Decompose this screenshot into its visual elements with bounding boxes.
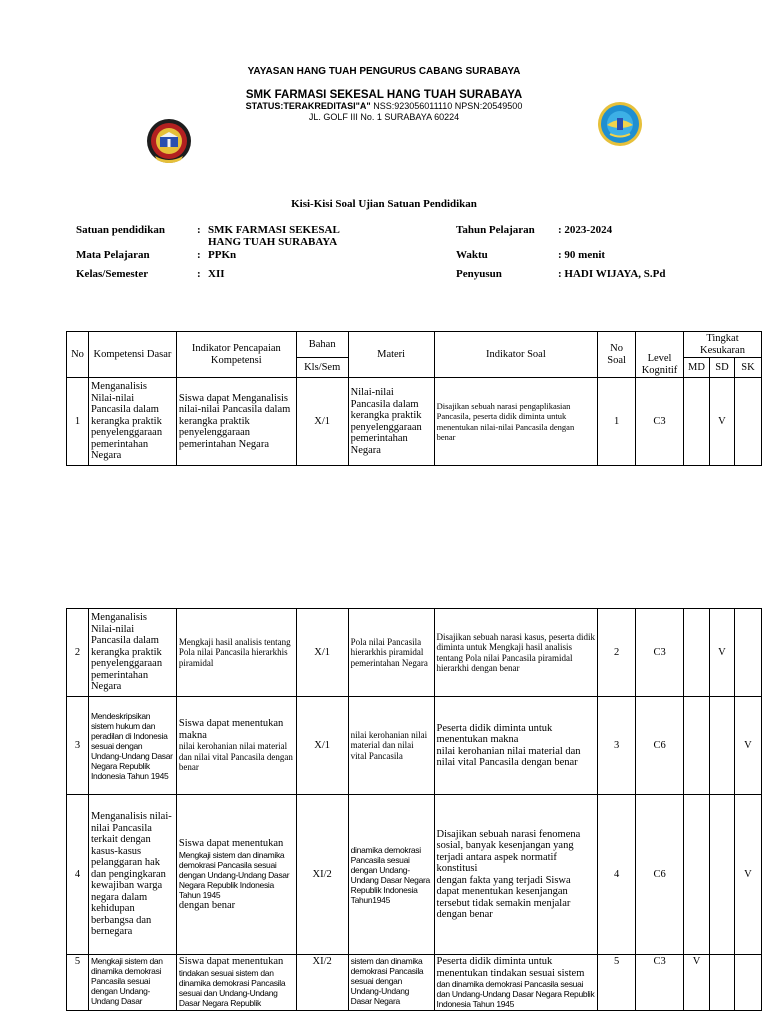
row-ipk <box>176 955 296 1011</box>
status-numbers: NSS:923056011110 NPSN:20549500 <box>370 101 523 111</box>
penyusun-value: : HADI WIJAYA, S.Pd <box>558 268 666 280</box>
row-md: V <box>684 955 710 1011</box>
satuan-label: Satuan pendidikan <box>76 224 165 236</box>
table-row <box>67 697 762 795</box>
row-sk <box>734 378 761 466</box>
penyusun-label: Penyusun <box>456 268 502 280</box>
header-indikator-kompetensi: Indikator Pencapaian Kompetensi <box>176 332 296 378</box>
row-ipk-line-2: Mengkaji sistem dan dinamika demokrasi Pancasila sesuai dengan Undang-Undang Dasar Negara Republik Indonesia Tahun 1945 <box>178 849 290 900</box>
table-header-row <box>67 332 762 358</box>
row-kd: Mendeskripsikan sistem hukum dan peradilan di Indonesia sesuai dengan Undang-Undang Dasar Negara Republik Indonesia Tahun 1945 <box>88 697 176 795</box>
row-materi: Nilai-nilai Pancasila dalam kerangka praktik penyelenggaraan pemerintahan Negara <box>348 378 434 466</box>
row-indikator-line-1: Disajikan sebuah narasi fenomena sosial, banyak kesenjangan yang terjadi antara aspek normatif konstitusi <box>436 828 581 874</box>
row-kls: X/1 <box>296 378 348 466</box>
row-kd: Menganalisis Nilai-nilai Pancasila dalam kerangka praktik penyelenggaraan pemerintahan Negara <box>88 378 176 466</box>
row-ipk-line-2: tindakan sesuai sistem dan dinamika demokrasi Pancasila sesuai dan Undang-Undang Dasar Negara Republik <box>178 967 286 1008</box>
row-indikator-line-1: Peserta didik diminta untuk menentukan makna <box>436 722 553 745</box>
row-materi: sistem dan dinamika demokrasi Pancasila sesuai dengan Undang-Undang Dasar Negara <box>348 955 434 1011</box>
school-name: SMK FARMASI SEKESAL HANG TUAH SURABAYA <box>245 89 523 101</box>
row-no: 2 <box>67 609 89 697</box>
school-address: JL. GOLF III No. 1 SURABAYA 60224 <box>308 112 460 122</box>
header-no-soal: No Soal <box>598 332 636 378</box>
row-materi: dinamika demokrasi Pancasila sesuai dengan Undang-Undang Dasar Negara Republik Indonesia Tahun1945 <box>348 795 434 955</box>
row-level: C6 <box>636 697 684 795</box>
row-no-soal: 3 <box>598 697 636 795</box>
row-level: C3 <box>636 955 684 1011</box>
satuan-value-2: HANG TUAH SURABAYA <box>208 236 338 248</box>
row-sk <box>734 955 761 1011</box>
row-indikator-line-2: dengan fakta yang terjadi Siswa dapat menentukan kesenjangan tersebut tidak semakin menjalar dengan benar <box>436 874 571 920</box>
satuan-colon: : <box>197 224 201 236</box>
row-materi: nilai kerohanian nilai material dan nilai vital Pancasila <box>348 697 434 795</box>
foundation-name: YAYASAN HANG TUAH PENGURUS CABANG SURABAYA <box>247 66 521 77</box>
header-kls-sem: Kls/Sem <box>296 358 348 378</box>
row-kd: Menganalisis nilai-nilai Pancasila terkait dengan kasus-kasus pelanggaran hak dan pengingkaran kewajiban warga negara dalam kehidupan berbangsa dan bernegara <box>88 795 176 955</box>
row-sk <box>734 609 761 697</box>
mapel-colon: : <box>197 249 201 261</box>
row-kd: Menganalisis Nilai-nilai Pancasila dalam kerangka praktik penyelenggaraan pemerintahan Negara <box>88 609 176 697</box>
row-no-soal: 2 <box>598 609 636 697</box>
row-sd <box>709 955 734 1011</box>
row-sd: V <box>709 378 734 466</box>
row-indikator <box>434 955 598 1011</box>
row-md <box>684 697 710 795</box>
row-no: 1 <box>67 378 89 466</box>
header-kompetensi: Kompetensi Dasar <box>88 332 176 378</box>
row-sd <box>709 697 734 795</box>
row-ipk: Siswa dapat Menganalisis nilai-nilai Pancasila dalam kerangka praktik penyelenggaraan pemerintahan Negara <box>176 378 296 466</box>
row-kls: XI/2 <box>296 795 348 955</box>
row-kls: XI/2 <box>296 955 348 1011</box>
row-sd <box>709 795 734 955</box>
row-level: C3 <box>636 378 684 466</box>
header-tingkat: Tingkat Kesukaran <box>684 332 762 358</box>
header-indikator-soal: Indikator Soal <box>434 332 598 378</box>
row-no: 4 <box>67 795 89 955</box>
row-ipk-line-3: dengan benar <box>178 899 236 911</box>
table-row <box>67 378 762 466</box>
row-ipk-line-2: nilai kerohanian nilai material dan nilai vital Pancasila dengan benar <box>178 741 293 773</box>
satuan-value-1: SMK FARMASI SEKESAL <box>208 224 340 236</box>
row-indikator <box>434 697 598 795</box>
status-label: STATUS:TERAKREDITASI"A" <box>245 101 371 111</box>
table-row <box>67 955 762 1011</box>
header-md: MD <box>684 358 710 378</box>
row-sk: V <box>734 795 761 955</box>
kisi-table-page1 <box>66 331 762 466</box>
row-no: 3 <box>67 697 89 795</box>
row-kls: X/1 <box>296 697 348 795</box>
row-indikator-line-2: dan dinamika demokrasi Pancasila sesuai dan Undang-Undang Dasar Negara Republik Indonesia Tahun 1945 <box>436 979 595 1009</box>
row-md <box>684 378 710 466</box>
row-no-soal: 1 <box>598 378 636 466</box>
waktu-label: Waktu <box>456 249 488 261</box>
row-indikator-line-1: Peserta didik diminta untuk menentukan tindakan sesuai sistem <box>436 956 585 979</box>
kisi-table-page2 <box>66 608 762 1011</box>
row-ipk-line-1: Siswa dapat menentukan <box>178 838 284 849</box>
header-materi: Materi <box>348 332 434 378</box>
row-materi: Pola nilai Pancasila hierarkhis piramidal pemerintahan Negara <box>348 609 434 697</box>
table-row <box>67 795 762 955</box>
row-level: C6 <box>636 795 684 955</box>
mapel-label: Mata Pelajaran <box>76 249 150 261</box>
row-kd: Mengkaji sistem dan dinamika demokrasi Pancasila sesuai dengan Undang-Undang Dasar <box>88 955 176 1011</box>
row-ipk-line-1: Siswa dapat menentukan <box>178 956 284 967</box>
header-bahan: Bahan <box>296 332 348 358</box>
row-ipk <box>176 697 296 795</box>
row-indikator: Disajikan sebuah narasi kasus, peserta didik diminta untuk Mengkaji hasil analisis tentang Pola nilai Pancasila piramidal hierarkhi dengan benar <box>434 609 598 697</box>
waktu-value: : 90 menit <box>558 249 606 261</box>
tahun-value: : 2023-2024 <box>558 224 613 236</box>
header-level: Level Kognitif <box>636 332 684 378</box>
row-no-soal: 4 <box>598 795 636 955</box>
row-indikator: Disajikan sebuah narasi pengaplikasian Pancasila, peserta didik diminta untuk menentukan nilai-nilai Pancasila dengan benar <box>434 378 598 466</box>
row-kls: X/1 <box>296 609 348 697</box>
row-sd: V <box>709 609 734 697</box>
hang-tuah-logo <box>145 116 193 166</box>
kelas-value: XII <box>208 268 225 280</box>
row-indikator-line-2: nilai kerohanian nilai material dan nilai vital Pancasila dengan benar <box>436 745 581 768</box>
mapel-value: PPKn <box>208 249 237 261</box>
table-row <box>67 609 762 697</box>
school-status <box>0 101 768 111</box>
row-no-soal: 5 <box>598 955 636 1011</box>
row-no: 5 <box>67 955 89 1011</box>
row-level: C3 <box>636 609 684 697</box>
header-sd: SD <box>709 358 734 378</box>
row-sk: V <box>734 697 761 795</box>
row-indikator <box>434 795 598 955</box>
school-emblem-logo <box>597 101 643 147</box>
row-ipk <box>176 795 296 955</box>
row-ipk-line-1: Siswa dapat menentukan makna <box>178 718 284 741</box>
row-md <box>684 795 710 955</box>
row-md <box>684 609 710 697</box>
row-ipk: Mengkaji hasil analisis tentang Pola nilai Pancasila hierarkhis piramidal <box>176 609 296 697</box>
kelas-label: Kelas/Semester <box>76 268 149 280</box>
header-no: No <box>67 332 89 378</box>
document-title: Kisi-Kisi Soal Ujian Satuan Pendidikan <box>291 198 477 210</box>
kelas-colon: : <box>197 268 201 280</box>
tahun-label: Tahun Pelajaran <box>456 224 535 236</box>
header-sk: SK <box>734 358 761 378</box>
